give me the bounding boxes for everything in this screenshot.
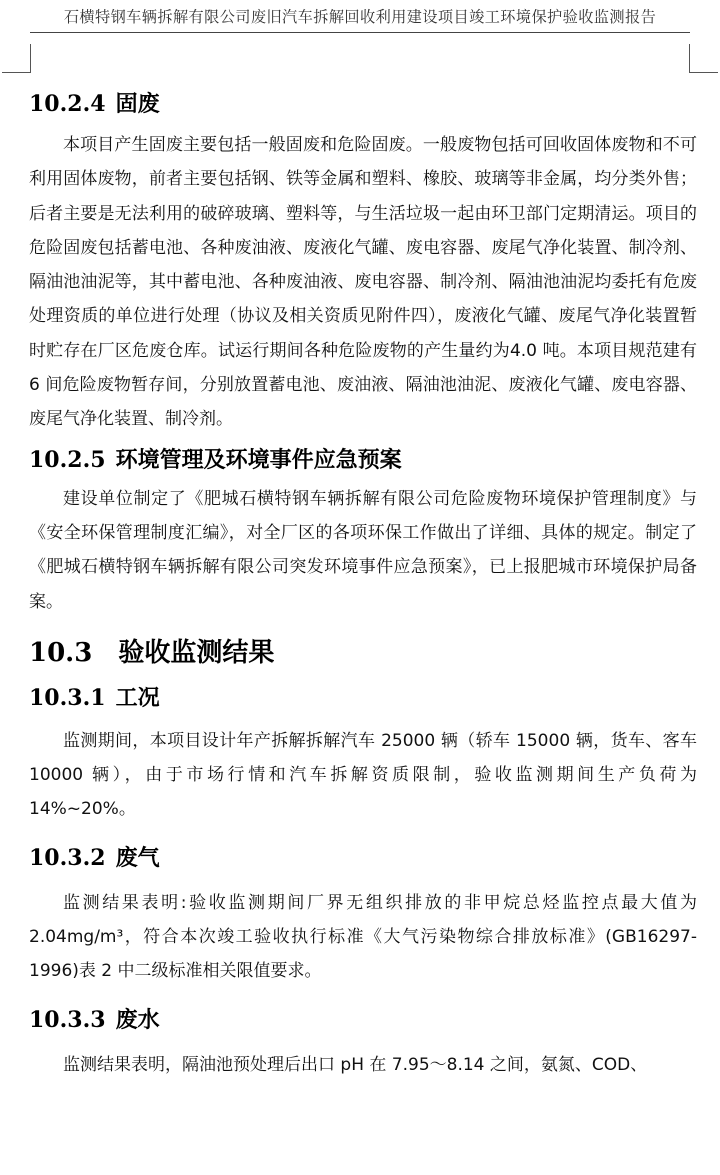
section-title: 环境管理及环境事件应急预案 [115,447,402,473]
section-heading-10-3 [29,633,697,673]
paragraph-waste-water: 监测结果表明，隔油池预处理后出口 pH 在 7.95～8.14 之间，氨氮、COD、 [63,1054,648,1075]
section-number: 10.3.1 [29,684,106,711]
section-heading-10-3-1 [29,681,697,716]
section-heading-10-3-2 [29,841,697,876]
section-title: 废水 [115,1007,160,1033]
paragraph-environmental-management: 建设单位制定了《肥城石横特钢车辆拆解有限公司危险废物环境保护管理制度》与《安全环保管理制度汇编》，对全厂区的各项环保工作做出了详细、具体的规定。制定了《肥城石横特钢车辆拆解有限公司突发环境事件应急预案》，已上报肥城市环境保护局备案。 [29,488,697,612]
margin-corner-mark-right [689,44,718,73]
paragraph-solid-waste: 本项目产生固废主要包括一般固废和危险固废。一般废物包括可回收固体废物和不可利用固体废物，前者主要包括钢、铁等金属和塑料、橡胶、玻璃等非金属，均分类外售；后者主要是无法利用的破碎玻璃、塑料等，与生活垃圾一起由环卫部门定期清运。项目的危险固废包括蓄电池、各种废油液、废液化气罐、废电容器、废尾气净化装置、制冷剂、隔油池油泥等，其中蓄电池、各种废油液、废电容器、制冷剂、隔油池油泥均委托有危废处理资质的单位进行处理（协议及相关资质见附件四），废液化气罐、废尾气净化装置暂时贮存在厂区危废仓库。试运行期间各种危险废物的产生量约为4.0 吨。本项目规范建有6 间危险废物暂存间，分别放置蓄电池、废油液、隔油池油泥、废液化气罐、废电容器、废尾气净化装置、制冷剂。 [29,135,697,430]
section-number: 10.3.2 [29,844,106,871]
section-heading-10-2-5 [29,443,697,478]
margin-corner-mark-left [2,44,31,73]
section-number: 10.3 [29,637,93,668]
header-title: 石横特钢车辆拆解有限公司废旧汽车拆解回收利用建设项目竣工环境保护验收监测报告 [63,8,657,26]
section-number: 10.2.4 [29,91,106,117]
section-title: 废气 [115,845,160,871]
section-title: 固废 [115,92,160,117]
section-number: 10.3.3 [29,1006,106,1033]
section-heading-10-3-3 [29,1003,697,1038]
header-rule [30,32,690,33]
section-heading-10-2-4 [29,87,697,122]
paragraph-waste-gas: 监测结果表明:验收监测期间厂界无组织排放的非甲烷总烃监控点最大值为 2.04mg/m³，符合本次竣工验收执行标准《大气污染物综合排放标准》(GB16297-1996)表 2 中二级标准相关限值要求。 [29,892,697,982]
page-header [0,0,720,52]
section-title: 验收监测结果 [118,637,275,668]
document-body [29,87,697,1082]
section-title: 工况 [115,685,160,711]
section-number: 10.2.5 [29,446,106,473]
paragraph-working-conditions: 监测期间，本项目设计年产拆解拆解汽车 25000 辆（轿车 15000 辆，货车、客车 10000 辆），由于市场行情和汽车拆解资质限制，验收监测期间生产负荷为 14%~20%。 [29,730,697,820]
